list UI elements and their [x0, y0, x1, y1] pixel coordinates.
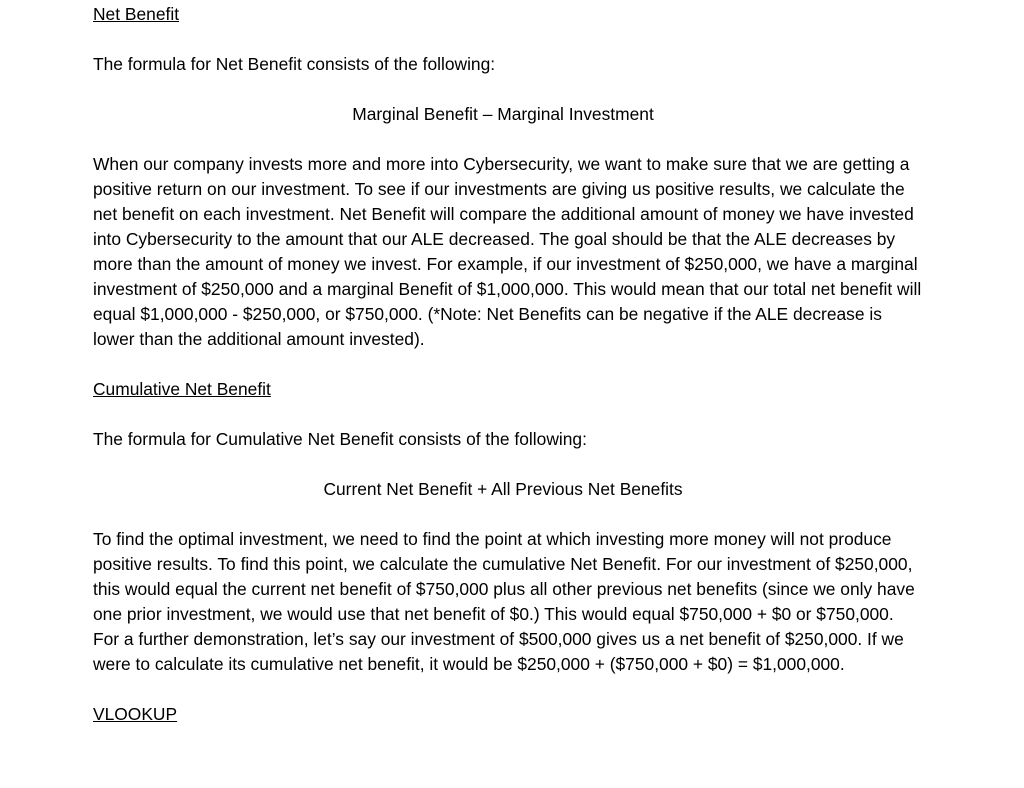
spacer [93, 352, 923, 377]
net-benefit-paragraph: When our company invests more and more into Cybersecurity, we want to make sure that we are getting a positive return on our investment. To see if our investments are giving us positive results, we calculate the net benefit on each investment. Net Benefit will compare the additional amount of money we have invested into Cybersecurity to the amount that our ALE decreased. The goal should be that the ALE decreases by more than the amount of money we invest. For example, if our investment of $250,000, we have a marginal investment of $250,000 and a marginal Benefit of $1,000,000. This would mean that our total net benefit will equal $1,000,000 - $250,000, or $750,000. (*Note: Net Benefits can be negative if the ALE decrease is lower than the additional amount invested). [93, 154, 922, 349]
spacer [93, 27, 923, 52]
section-heading-vlookup: VLOOKUP [93, 704, 178, 724]
section-heading-net-benefit: Net Benefit [93, 4, 180, 24]
spacer [93, 452, 923, 477]
net-benefit-formula: Marginal Benefit – Marginal Investment [352, 104, 654, 124]
spacer [93, 77, 923, 102]
cumulative-net-benefit-formula: Current Net Benefit + All Previous Net Benefits [323, 479, 683, 499]
spacer [93, 677, 923, 702]
spacer [93, 127, 923, 152]
net-benefit-intro: The formula for Net Benefit consists of the following: [93, 54, 496, 74]
spacer [93, 502, 923, 527]
cumulative-net-benefit-paragraph: To find the optimal investment, we need to find the point at which investing more money will not produce positive results. To find this point, we calculate the cumulative Net Benefit. For our investment of $250,000, this would equal the current net benefit of $750,000 plus all other previous net benefits (since we only have one prior investment, we would use that net benefit of $0.) This would equal $750,000 + $0 or $750,000. For a further demonstration, let’s say our investment of $500,000 gives us a net benefit of $250,000. If we were to calculate its cumulative net benefit, it would be $250,000 + ($750,000 + $0) = $1,000,000. [93, 529, 915, 674]
cumulative-net-benefit-intro: The formula for Cumulative Net Benefit consists of the following: [93, 429, 587, 449]
document-page [93, 2, 923, 727]
section-heading-cumulative-net-benefit: Cumulative Net Benefit [93, 379, 271, 399]
spacer [93, 402, 923, 427]
